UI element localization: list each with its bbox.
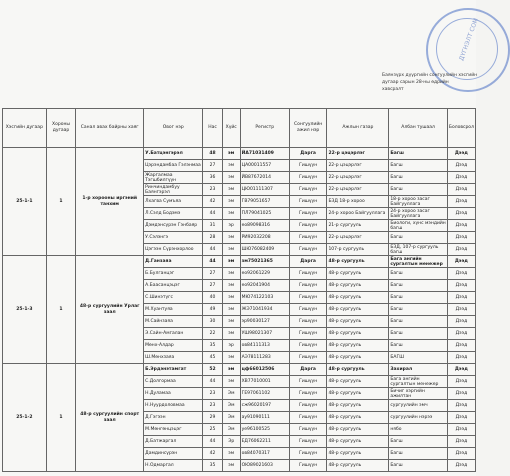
name-cell: Ш.Мөнхзаяа <box>144 352 203 364</box>
work-cell: БЗД 18-р хороо <box>327 196 389 208</box>
name-cell: Жаргалмаа Тэгшбилгүүн <box>144 172 203 184</box>
name-cell: Цэрэндамбаа Гэлэнмаа <box>144 160 203 172</box>
edu-cell: Дээд <box>447 316 475 328</box>
edu-cell: Дээд <box>447 376 475 388</box>
reg-cell: ов84070317 <box>240 448 289 460</box>
work-cell: 48-р сургууль <box>327 364 389 376</box>
sex-cell: эм <box>222 256 240 268</box>
edu-cell: Дээд <box>447 424 475 436</box>
work-cell: 48-р сургууль <box>327 460 389 472</box>
age-cell: 23 <box>203 388 223 400</box>
section-cell: 25-1-2 <box>3 364 47 472</box>
reg-cell: уе96100525 <box>240 424 289 436</box>
age-cell: 44 <box>203 436 223 448</box>
name-cell: С.Шинэтүгс <box>144 292 203 304</box>
sex-cell: эм <box>222 304 240 316</box>
sex-cell: Эм <box>222 400 240 412</box>
role-cell: Гишүүн <box>289 184 327 196</box>
age-cell: 29 <box>203 412 223 424</box>
edu-cell: Дээд <box>447 256 475 268</box>
role-cell: Гишүүн <box>289 268 327 280</box>
reg-cell: эр90030127 <box>240 316 289 328</box>
edu-cell: Дээд <box>447 328 475 340</box>
sex-cell: эм <box>222 328 240 340</box>
reg-cell: ГЕ97061102 <box>240 388 289 400</box>
pos-cell: Багш <box>389 340 448 352</box>
name-cell: Д.Гэгээн <box>144 412 203 424</box>
role-cell: Гишүүн <box>289 376 327 388</box>
work-cell: 48-р сургууль <box>327 388 389 400</box>
col-header: Хэсгийн дугаар <box>3 109 47 148</box>
pos-cell: Багш <box>389 460 448 472</box>
age-cell: 44 <box>203 208 223 220</box>
role-cell: Гишүүн <box>289 460 327 472</box>
age-cell: 23 <box>203 400 223 412</box>
pos-cell: Багш <box>389 148 448 160</box>
sex-cell: эм <box>222 232 240 244</box>
age-cell: 45 <box>203 352 223 364</box>
edu-cell: Дээд <box>447 412 475 424</box>
sex-cell: эм <box>222 148 240 160</box>
role-cell: Гишүүн <box>289 304 327 316</box>
pos-cell: Багш <box>389 436 448 448</box>
age-cell: 40 <box>203 292 223 304</box>
pos-cell: Бага ангийн сургалтын менежер <box>389 376 448 388</box>
age-cell: 42 <box>203 196 223 208</box>
name-cell: М.Хуантуяа <box>144 304 203 316</box>
address-cell: 48-р сургуулийн спорт заал <box>76 364 144 472</box>
name-cell: Д.Батжаргал <box>144 436 203 448</box>
role-cell: Гишүүн <box>289 196 327 208</box>
reg-cell: ау91090111 <box>240 412 289 424</box>
sex-cell: Эм <box>222 388 240 400</box>
sex-cell: эм <box>222 208 240 220</box>
role-cell: Гишүүн <box>289 208 327 220</box>
name-cell: Э.Сайн-Амгалан <box>144 328 203 340</box>
work-cell: 48-р сургууль <box>327 376 389 388</box>
reg-cell: ШЮ76082409 <box>240 244 289 256</box>
reg-cell: ео92061229 <box>240 268 289 280</box>
khoroo-cell: 1 <box>46 364 76 472</box>
reg-cell: УШ98021307 <box>240 328 289 340</box>
table-header-row <box>3 109 476 148</box>
role-cell: Гишүүн <box>289 172 327 184</box>
table-row <box>3 256 476 268</box>
age-cell: 35 <box>203 460 223 472</box>
table-row <box>3 364 476 376</box>
edu-cell: Дээд <box>447 388 475 400</box>
edu-cell: Дээд <box>447 196 475 208</box>
edu-cell: Дээд <box>447 448 475 460</box>
name-cell: М.Мөнгөнцэцэг <box>144 424 203 436</box>
reg-cell: сж96020197 <box>240 400 289 412</box>
pos-cell: Багш <box>389 232 448 244</box>
edu-cell: Дээд <box>447 160 475 172</box>
edu-cell: Дээд <box>447 292 475 304</box>
reg-cell: ГВ79051657 <box>240 196 289 208</box>
work-cell: 48-р сургууль <box>327 292 389 304</box>
sex-cell: эм <box>222 184 240 196</box>
sex-cell: эм <box>222 268 240 280</box>
age-cell: 42 <box>203 448 223 460</box>
edu-cell: Дээд <box>447 304 475 316</box>
age-cell: 27 <box>203 280 223 292</box>
sex-cell: эм <box>222 448 240 460</box>
edu-cell: Дээд <box>447 208 475 220</box>
sex-cell: эм <box>222 376 240 388</box>
role-cell: Гишүүн <box>289 160 327 172</box>
role-cell: Гишүүн <box>289 388 327 400</box>
appendix-note-line: хавсралт <box>382 87 404 92</box>
work-cell: 48-р сургууль <box>327 268 389 280</box>
sex-cell: эм <box>222 364 240 376</box>
pos-cell: Багш <box>389 448 448 460</box>
name-cell: Н.Одмаргал <box>144 460 203 472</box>
address-cell: 1-р хорооны иргэний танхим <box>76 148 144 256</box>
col-header: Сонгуулийн ажил нэр <box>289 109 327 148</box>
edu-cell: Дээд <box>447 268 475 280</box>
role-cell: Гишүүн <box>289 220 327 232</box>
work-cell: 22-р цэцэрлэг <box>327 160 389 172</box>
edu-cell: Дээд <box>447 364 475 376</box>
sex-cell: эм <box>222 316 240 328</box>
name-cell: Б.Булганцэг <box>144 268 203 280</box>
col-header: Регистр <box>240 109 289 148</box>
name-cell: Б.Эрдэнэтамгат <box>144 364 203 376</box>
age-cell: 44 <box>203 244 223 256</box>
pos-cell: Багш <box>389 280 448 292</box>
role-cell: Гишүүн <box>289 280 327 292</box>
age-cell: 35 <box>203 340 223 352</box>
appendix-note <box>382 72 478 93</box>
role-cell: Гишүүн <box>289 340 327 352</box>
age-cell: 30 <box>203 316 223 328</box>
age-cell: 48 <box>203 148 223 160</box>
sex-cell: эм <box>222 160 240 172</box>
reg-cell: ЙВ87672014 <box>240 172 289 184</box>
role-cell: Гишүүн <box>289 412 327 424</box>
edu-cell: Дээд <box>447 244 475 256</box>
pos-cell: Багш <box>389 304 448 316</box>
sex-cell: эм <box>222 460 240 472</box>
work-cell: 22-р цэцэрлэг <box>327 172 389 184</box>
sex-cell: Эр <box>222 436 240 448</box>
sex-cell: эм <box>222 280 240 292</box>
role-cell: Гишүүн <box>289 436 327 448</box>
reg-cell: МЮ74122103 <box>240 292 289 304</box>
sex-cell: эм <box>222 352 240 364</box>
pos-cell: сургуулийн эмч <box>389 400 448 412</box>
age-cell: 23 <box>203 184 223 196</box>
sex-cell: эр <box>222 220 240 232</box>
role-cell: Гишүүн <box>289 244 327 256</box>
table-row <box>3 148 476 160</box>
pos-cell: сургуулийн нэрээ <box>389 412 448 424</box>
pos-cell: Багш <box>389 292 448 304</box>
role-cell: Дарга <box>289 256 327 268</box>
reg-cell: ОЮ89021603 <box>240 460 289 472</box>
role-cell: Гишүүн <box>289 400 327 412</box>
sex-cell: эм <box>222 196 240 208</box>
pos-cell: Багш <box>389 328 448 340</box>
age-cell: 27 <box>203 268 223 280</box>
sex-cell: Эм <box>222 424 240 436</box>
edu-cell: Дээд <box>447 280 475 292</box>
name-cell: У.Сэлэнгэ <box>144 232 203 244</box>
pos-cell: 24-р хороо засаг Байгууллага <box>389 208 448 220</box>
name-cell: Лхагва Сумъяа <box>144 196 203 208</box>
reg-cell: ЦА00011557 <box>240 160 289 172</box>
col-header: Албан тушаал <box>389 109 448 148</box>
role-cell: Гишүүн <box>289 352 327 364</box>
sex-cell: эр <box>222 340 240 352</box>
pos-cell: 18-р хороо засаг Байгууллага <box>389 196 448 208</box>
pos-cell: Багш <box>389 172 448 184</box>
pos-cell: Багш <box>389 184 448 196</box>
col-header: Санал авах байрны хаяг <box>76 109 144 148</box>
reg-cell: ео89098316 <box>240 220 289 232</box>
work-cell: 48-р сургууль <box>327 340 389 352</box>
appendix-note-line: дугаар сарын 28-ны өдрийн <box>382 80 449 85</box>
work-cell: 48-р сургууль <box>327 436 389 448</box>
pos-cell: Бичиг хэргийн ажилтан <box>389 388 448 400</box>
reg-cell: ПЛ79041025 <box>240 208 289 220</box>
reg-cell: РИ92032208 <box>240 232 289 244</box>
sex-cell: эм <box>222 244 240 256</box>
stamp-text: ДҮГНЭЛТ СОМ <box>458 17 480 62</box>
work-cell: 24-р хороо Байгууллага <box>327 208 389 220</box>
role-cell: Гишүүн <box>289 316 327 328</box>
sex-cell: эм <box>222 292 240 304</box>
name-cell: Мөнх-Алдар <box>144 340 203 352</box>
work-cell: 22-р цэцэрлэг <box>327 232 389 244</box>
commission-members-table <box>2 108 476 472</box>
work-cell: 21-р сургууль <box>327 220 389 232</box>
name-cell: Цэгээн Сүрэнхорлоо <box>144 244 203 256</box>
work-cell: 22-р цэцэрлэг <box>327 184 389 196</box>
col-header: Ажлын газар <box>327 109 389 148</box>
name-cell: С.Долгормаа <box>144 376 203 388</box>
khoroo-cell: 1 <box>46 148 76 256</box>
section-cell: 25-1-1 <box>3 148 47 256</box>
age-cell: 44 <box>203 376 223 388</box>
age-cell: 36 <box>203 172 223 184</box>
col-header: Хороны дугаар <box>46 109 76 148</box>
name-cell: Н.Дуламаа <box>144 388 203 400</box>
work-cell: 48-р сургууль <box>327 280 389 292</box>
pos-cell: БАГШ <box>389 352 448 364</box>
age-cell: 28 <box>203 232 223 244</box>
reg-cell: ов84111313 <box>240 340 289 352</box>
name-cell: Д.Ганзаяа <box>144 256 203 268</box>
work-cell: 48-р сургууль <box>327 352 389 364</box>
reg-cell: ео92041904 <box>240 280 289 292</box>
sex-cell: эм <box>222 172 240 184</box>
role-cell: Гишүүн <box>289 328 327 340</box>
age-cell: 22 <box>203 328 223 340</box>
work-cell: 48-р сургууль <box>327 328 389 340</box>
work-cell: 48-р сургууль <box>327 424 389 436</box>
name-cell: Л.Сэлд Бодэмэ <box>144 208 203 220</box>
appendix-note-line: Баянзүрх дүүргийн сонгуулийн хэсгийн <box>382 73 478 78</box>
role-cell: Дарга <box>289 364 327 376</box>
work-cell: 48-р сургууль <box>327 400 389 412</box>
sex-cell: Эм <box>222 412 240 424</box>
edu-cell: Дээд <box>447 220 475 232</box>
name-cell: Ринчиндамбуу Баянгэрэл <box>144 184 203 196</box>
name-cell: Дамдинсүрэн <box>144 448 203 460</box>
age-cell: 49 <box>203 304 223 316</box>
reg-cell: АЭ78111283 <box>240 352 289 364</box>
reg-cell: ЦЮ01111307 <box>240 184 289 196</box>
edu-cell: Дээд <box>447 340 475 352</box>
role-cell: Гишүүн <box>289 292 327 304</box>
pos-cell: Багш <box>389 316 448 328</box>
reg-cell: ЖЭ71041934 <box>240 304 289 316</box>
age-cell: 25 <box>203 424 223 436</box>
age-cell: 44 <box>203 256 223 268</box>
pos-cell: БЗД, 107-р сургууль багш <box>389 244 448 256</box>
work-cell: 22-р цэцэрлэг <box>327 148 389 160</box>
name-cell: Дэмдэнсүрэн Гэнбаяр <box>144 220 203 232</box>
name-cell: А.Баасанцэцэг <box>144 280 203 292</box>
edu-cell: Дээд <box>447 436 475 448</box>
address-cell: 48-р сургуулийн Урлаг заал <box>76 256 144 364</box>
role-cell: Гишүүн <box>289 424 327 436</box>
reg-cell: зм75021365 <box>240 256 289 268</box>
work-cell: 48-р сургууль <box>327 412 389 424</box>
edu-cell: Дээд <box>447 352 475 364</box>
pos-cell: Багш <box>389 160 448 172</box>
section-cell: 25-1-3 <box>3 256 47 364</box>
reg-cell: цф66012506 <box>240 364 289 376</box>
col-header: Овог нэр <box>144 109 203 148</box>
age-cell: 27 <box>203 160 223 172</box>
pos-cell: Захирал <box>389 364 448 376</box>
col-header: Нас <box>203 109 223 148</box>
reg-cell: ЕД76062211 <box>240 436 289 448</box>
work-cell: 107-р сургууль <box>327 244 389 256</box>
table-body <box>3 148 476 472</box>
khoroo-cell: 1 <box>46 256 76 364</box>
col-header: Боловсрол <box>447 109 475 148</box>
work-cell: 48-р сургууль <box>327 448 389 460</box>
name-cell: Н.Нуурдоловмаа <box>144 400 203 412</box>
name-cell: М.Сайнзаяа <box>144 316 203 328</box>
role-cell: Гишүүн <box>289 232 327 244</box>
edu-cell: Дээд <box>447 400 475 412</box>
age-cell: 31 <box>203 220 223 232</box>
edu-cell: Дээд <box>447 460 475 472</box>
reg-cell: ЙА71031409 <box>240 148 289 160</box>
edu-cell: Дээд <box>447 184 475 196</box>
age-cell: 52 <box>203 364 223 376</box>
work-cell: 48-р сургууль <box>327 304 389 316</box>
work-cell: 48-р сургууль <box>327 256 389 268</box>
edu-cell: Дээд <box>447 148 475 160</box>
role-cell: Дарга <box>289 148 327 160</box>
role-cell: Гишүүн <box>289 448 327 460</box>
name-cell: У.Батцэнгэрэл <box>144 148 203 160</box>
pos-cell: Багш <box>389 268 448 280</box>
pos-cell: Биологи, хүнс мэндийн багш <box>390 220 446 231</box>
reg-cell: ХВ77010001 <box>240 376 289 388</box>
work-cell: 48-р сургууль <box>327 316 389 328</box>
pos-cell: Бага ангийн сургалтын менежер <box>389 256 448 268</box>
edu-cell: Дээд <box>447 232 475 244</box>
col-header: Хүйс <box>222 109 240 148</box>
edu-cell: Дээд <box>447 172 475 184</box>
pos-cell: нябо <box>389 424 448 436</box>
